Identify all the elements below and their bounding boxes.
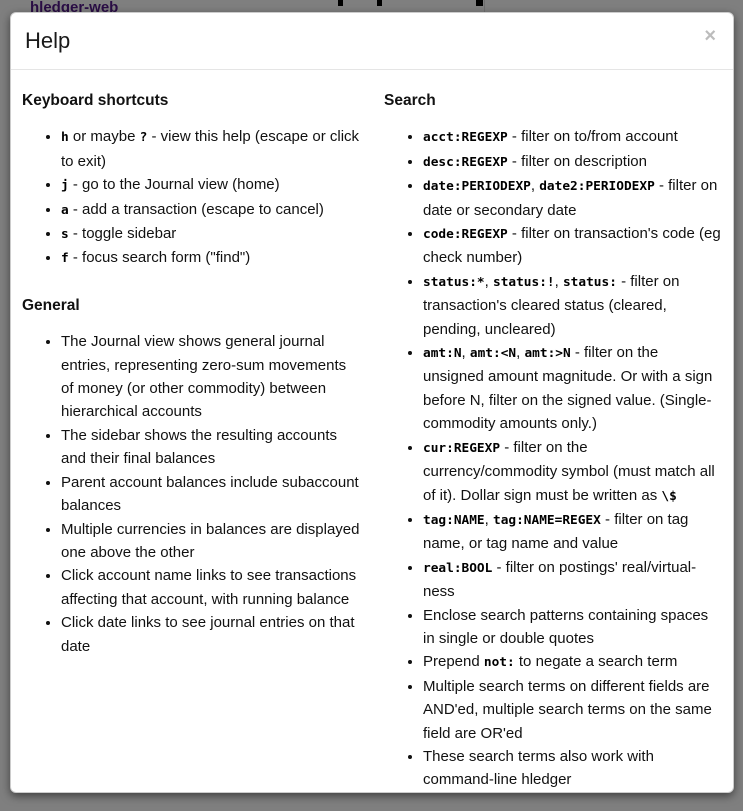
help-item: • Click account name links to see transactions affecting that account, with running balance xyxy=(61,564,360,611)
help-item: • f - focus search form ("find") xyxy=(61,246,360,270)
help-item: • Click date links to see journal entries on that date xyxy=(61,611,360,658)
help-item: • Prepend not: to negate a search term xyxy=(423,650,722,674)
help-item: • code:REGEXP - filter on transaction's code (eg check number) xyxy=(423,222,722,270)
help-item: • a - add a transaction (escape to cancel) xyxy=(61,198,360,222)
left-column xyxy=(22,89,360,793)
code-term: date2:PERIODEXP xyxy=(539,179,655,195)
code-term: f xyxy=(61,251,69,267)
help-item: • amt:N, amt:<N, amt:>N - filter on the unsigned amount magnitude. Or with a sign before N, filter on the signed value. (Single-commodity amounts only.) xyxy=(423,341,722,436)
code-term: a xyxy=(61,202,69,218)
code-term: amt:>N xyxy=(524,346,571,362)
help-item: • Enclose search patterns containing spaces in single or double quotes xyxy=(423,604,722,651)
code-term: desc:REGEXP xyxy=(423,154,508,170)
section-heading: Search xyxy=(384,92,436,109)
help-item: • The sidebar shows the resulting accounts and their final balances xyxy=(61,424,360,471)
code-term: status:* xyxy=(423,274,485,290)
help-list xyxy=(384,125,722,791)
section-heading: General xyxy=(22,296,80,314)
modal-title: Help xyxy=(25,28,71,53)
help-item: • cur:REGEXP - filter on the currency/commodity symbol (must match all of it). Dollar sign must be written as \$ xyxy=(423,436,722,508)
help-item: • The Journal view shows general journal entries, representing zero-sum movements of money (or other commodity) between hierarchical accounts xyxy=(61,330,360,424)
help-item: • tag:NAME, tag:NAME=REGEX - filter on tag name, or tag name and value xyxy=(423,508,722,556)
help-item: • j - go to the Journal view (home) xyxy=(61,173,360,197)
help-item: • desc:REGEXP - filter on description xyxy=(423,150,722,174)
code-term: \$ xyxy=(661,488,677,504)
code-term: h xyxy=(61,130,69,146)
code-term: real:BOOL xyxy=(423,560,493,576)
help-item: • real:BOOL - filter on postings' real/virtual-ness xyxy=(423,556,722,604)
code-term: date:PERIODEXP xyxy=(423,179,531,195)
help-item: • date:PERIODEXP, date2:PERIODEXP - filter on date or secondary date xyxy=(423,174,722,222)
help-item: • Parent account balances include subaccount balances xyxy=(61,471,360,518)
code-term: code:REGEXP xyxy=(423,227,508,243)
modal-header xyxy=(11,13,733,70)
code-term: tag:NAME=REGEX xyxy=(492,512,601,528)
close-icon: × xyxy=(704,25,716,47)
code-term: status: xyxy=(562,274,617,290)
help-item: • acct:REGEXP - filter on to/from account xyxy=(423,125,722,149)
code-term: amt:N xyxy=(423,346,462,362)
code-term: ? xyxy=(139,130,148,146)
right-column xyxy=(384,89,722,793)
help-item: • These search terms also work with command-line hledger xyxy=(423,745,722,792)
code-term: not: xyxy=(483,655,515,671)
close-button[interactable] xyxy=(704,26,716,46)
code-term: cur:REGEXP xyxy=(423,440,501,456)
code-term: j xyxy=(61,178,69,194)
help-item: • Multiple search terms on different fields are AND'ed, multiple search terms on the same field are OR'ed xyxy=(423,675,722,745)
code-term: status:! xyxy=(492,274,555,290)
code-term: tag:NAME xyxy=(423,512,485,528)
help-item: • status:*, status:!, status: - filter on transaction's cleared status (cleared, pending, uncleared) xyxy=(423,270,722,341)
help-item: • Multiple currencies in balances are displayed one above the other xyxy=(61,518,360,565)
help-modal xyxy=(10,12,734,793)
help-item: • h or maybe ? - view this help (escape or click to exit) xyxy=(61,125,360,173)
code-term: amt:<N xyxy=(469,346,517,362)
help-list xyxy=(22,125,360,270)
section-heading: Keyboard shortcuts xyxy=(22,92,169,109)
help-item: • s - toggle sidebar xyxy=(61,222,360,246)
code-term: acct:REGEXP xyxy=(423,130,508,146)
code-term: s xyxy=(61,227,69,243)
help-list xyxy=(22,330,360,658)
modal-body xyxy=(11,70,733,793)
